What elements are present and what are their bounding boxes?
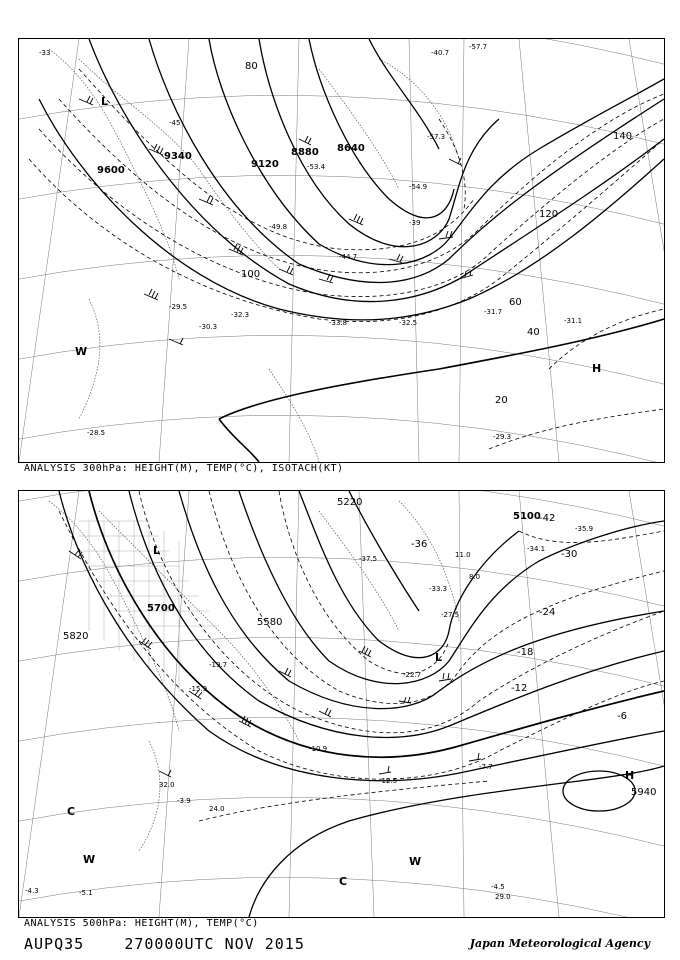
temp-label: -35.9 <box>575 525 594 533</box>
temp-label: -4.5 <box>491 883 505 891</box>
isotherm-label-m30: -30 <box>561 549 578 560</box>
cold-center-c2: C <box>339 875 348 888</box>
map-300hpa-svg <box>19 39 664 462</box>
temp-label: -15.9 <box>189 685 208 693</box>
temp-label: -31.1 <box>564 317 583 325</box>
isotherm-label-m42: -42 <box>539 513 556 524</box>
temperature-labels-300 <box>39 43 582 441</box>
isotach-label-120: 120 <box>539 209 559 220</box>
map-panel-300hpa <box>18 38 665 463</box>
pressure-centers-500 <box>67 544 634 888</box>
temp-label: -45 <box>169 119 181 127</box>
chart-code: AUPQ35 <box>24 935 85 953</box>
temp-label: -33 <box>39 49 51 57</box>
height-labels-300 <box>97 143 365 176</box>
temp-label: 11.0 <box>455 551 471 559</box>
low-center-l: L <box>101 95 109 108</box>
temp-label: -57.7 <box>469 43 488 51</box>
wind-barbs-500 <box>69 550 481 777</box>
temp-label: -33.8 <box>329 319 348 327</box>
temp-label: -3.9 <box>177 797 191 805</box>
temp-label: -7.7 <box>479 763 493 771</box>
temp-label: -53.4 <box>307 163 326 171</box>
agency-name: Japan Meteorological Agency <box>469 937 650 950</box>
isotherm-label-m18: -18 <box>517 647 534 658</box>
temp-label: -5.1 <box>79 889 93 897</box>
temp-label: 32.0 <box>159 781 175 789</box>
isotherm-label-m24: -24 <box>539 607 556 618</box>
high-center-h: H <box>625 769 635 782</box>
temp-label: -33.3 <box>429 585 448 593</box>
height-label-5100: 5100 <box>513 511 541 522</box>
temp-label: -39 <box>409 219 421 227</box>
valid-time: 270000UTC NOV 2015 <box>124 935 305 953</box>
height-label-9340: 9340 <box>164 151 192 162</box>
temp-label: -22.7 <box>403 671 422 679</box>
temp-label: 8.0 <box>469 573 481 581</box>
pressure-centers-300 <box>75 95 601 375</box>
isotach-label-80: 80 <box>245 61 258 72</box>
temp-label: -30.3 <box>199 323 218 331</box>
temp-label: -4.3 <box>25 887 39 895</box>
height-label-5220: 5220 <box>337 497 363 508</box>
caption-500hpa: ANALYSIS 500hPa: HEIGHT(M), TEMP(°C) <box>24 918 259 929</box>
temperature-labels-500 <box>25 525 593 901</box>
warm-center-w: W <box>83 853 96 866</box>
graticule-300 <box>19 39 664 462</box>
warm-center-w2: W <box>409 855 422 868</box>
isotherm-label-m6: -6 <box>617 711 627 722</box>
temp-label: -29.3 <box>493 433 512 441</box>
height-label-5700: 5700 <box>147 603 175 614</box>
temp-label: -49.8 <box>269 223 288 231</box>
temp-label: -32.3 <box>231 311 250 319</box>
temp-label: -54.9 <box>409 183 428 191</box>
isotherm-lines-500 <box>59 491 664 821</box>
map-panel-500hpa <box>18 490 665 918</box>
temp-label: -34.1 <box>527 545 546 553</box>
temp-label: -10.9 <box>309 745 328 753</box>
temp-label: -28.5 <box>87 429 106 437</box>
temp-label: -27.5 <box>441 611 460 619</box>
isotach-label-140: 140 <box>613 131 633 142</box>
map-500hpa-svg <box>19 491 664 917</box>
temp-label: -19.7 <box>209 661 228 669</box>
temp-label: -32.5 <box>399 319 418 327</box>
isotherm-label-m12: -12 <box>511 683 528 694</box>
temp-label: -57.3 <box>427 133 446 141</box>
isotherm-label-m36: -36 <box>411 539 428 550</box>
high-center-h: H <box>592 362 602 375</box>
temp-label: -12.5 <box>379 777 398 785</box>
warm-center-w: W <box>75 345 88 358</box>
temp-label: -44.7 <box>339 253 358 261</box>
height-label-5820: 5820 <box>63 631 89 642</box>
caption-300hpa: ANALYSIS 300hPa: HEIGHT(M), TEMP(°C), ISOTACH(KT) <box>24 463 344 474</box>
isotach-label-20: 20 <box>495 395 508 406</box>
height-label-9120: 9120 <box>251 159 279 170</box>
height-contours-300 <box>39 39 664 462</box>
low-center-north: L <box>153 544 161 557</box>
isotach-label-40: 40 <box>527 327 540 338</box>
low-center-east: L <box>435 651 443 664</box>
cold-center-c: C <box>67 805 76 818</box>
temp-label: -29.5 <box>169 303 188 311</box>
isotach-label-100: 100 <box>241 269 261 280</box>
height-label-9600: 9600 <box>97 165 125 176</box>
temp-label: -37.5 <box>359 555 378 563</box>
chart-footer-code <box>24 935 305 953</box>
height-label-5580: 5580 <box>257 617 283 628</box>
temp-label: -31.7 <box>484 308 503 316</box>
height-label-8640: 8640 <box>337 143 365 154</box>
temp-label: 24.0 <box>209 805 225 813</box>
isotach-label-60: 60 <box>509 297 522 308</box>
isotach-labels-300 <box>241 61 632 406</box>
height-label-5940: 5940 <box>631 787 657 798</box>
temp-label: 29.0 <box>495 893 511 901</box>
height-label-8880: 8880 <box>291 147 319 158</box>
temp-label: -40.7 <box>431 49 450 57</box>
